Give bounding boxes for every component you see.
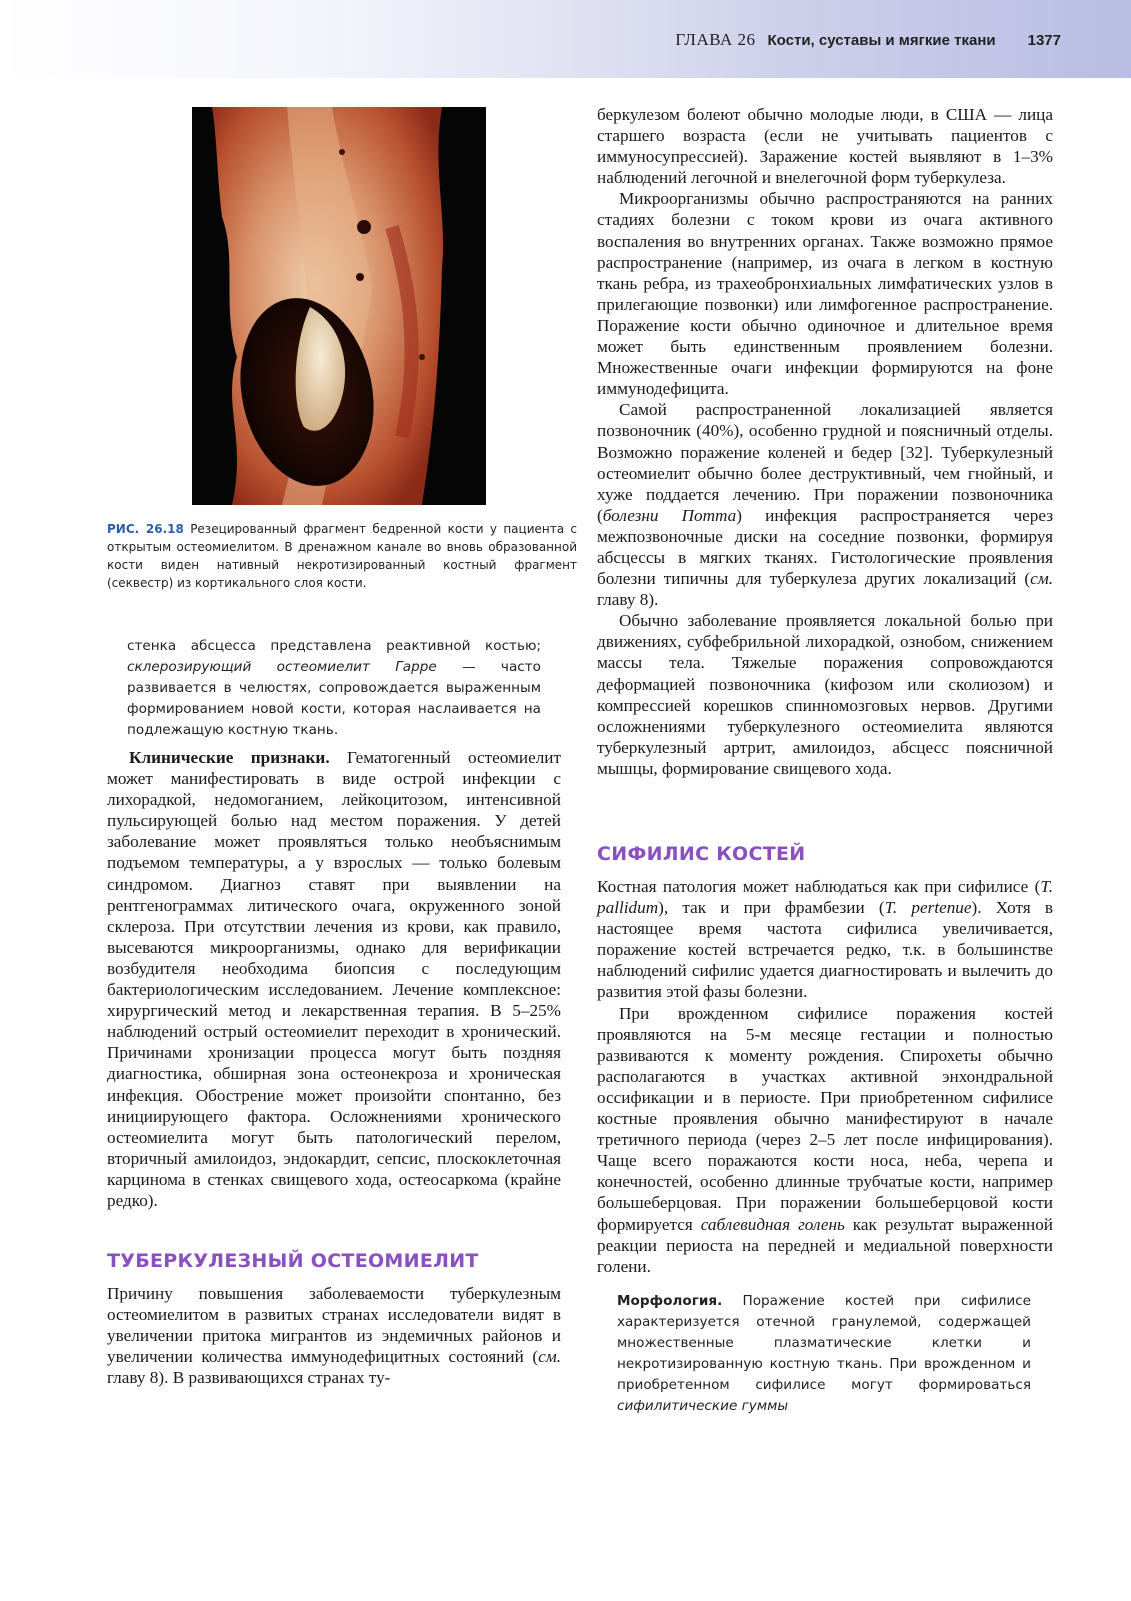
s2-text: как результат выраженной реакции периоста на передней и медиальной поверхности голени.: [597, 1214, 1053, 1276]
bone-specimen-image: [192, 107, 486, 505]
s1-italic: T. pertenue: [884, 898, 972, 918]
morphology-heading: Морфология.: [617, 1293, 723, 1309]
box-text: Поражение костей при сифилисе характеризуется отечной гранулемой, содержащей множественные плазматические клетки и некротизированную костную ткань. При врожденном и приобретенном сифилисе могут формироваться: [617, 1293, 1031, 1393]
s1-text: ). Хотя в настоящее время частота сифилиса увеличивается, поражение костей встречается редко, т.к. в большинстве наблюдений сифилис удается диагностировать и вылечить до развития этой фазы болезни.: [597, 898, 1053, 1002]
right-column-syphilis: [597, 876, 1053, 1277]
s2-italic: саблевидная голень: [700, 1214, 845, 1234]
syph-paragraph-2: [597, 1003, 1053, 1277]
clinical-signs-text: Гематогенный остеомиелит может манифестировать в виде острой инфекции с лихорадкой, недомоганием, лейкоцитозом, интенсивной пульсирующей болью над местом поражения. У детей заболевание может проявляться только необъяснимым подъемом температуры, а у взрослых — только болевым синдромом. Диагноз ставят при выявлении на рентгенограммах литического очага, окруженного зоной склероза. При отсутствии лечения из крови, как правило, высеваются микроорганизмы, однако для верификации возбудителя необходима биопсия с последующим бактериологическим исследованием. Лечение комплексное: хирургический метод и лекарственная терапия. В 5–25% наблюдений острый остеомиелит переходит в хронический. Причинами хронизации процесса могут быть поздняя диагностика, обширная зона остеонекроза и хроническая инфекция. Обострение может произойти спонтанно, без инициирующего фактора. Осложнениями хронического остеомиелита могут быть патологический перелом, вторичный амилоидоз, эндокардит, сепсис, плоскоклеточная карцинома в стенках свищевого хода, остеосаркома (крайне редко).: [107, 748, 562, 1210]
syph-paragraph-1: [597, 876, 1053, 1003]
tb-paragraph-3: [597, 399, 1053, 610]
right-column-tb: [597, 104, 1053, 779]
chapter-label: ГЛАВА 26: [675, 30, 756, 49]
morphology-box-right: [617, 1291, 1031, 1417]
box-text-italic: склерозирующий остеомиелит Гарре: [127, 659, 437, 675]
s1-italic: T. pallidum: [597, 877, 1053, 918]
running-header: [675, 30, 1061, 50]
syphilis-heading: СИФИЛИС КОСТЕЙ: [597, 843, 806, 865]
p3-italic: болезни Потта: [602, 505, 737, 525]
left-column-clinical: [107, 747, 561, 1211]
tb-paragraph-2: Микроорганизмы обычно распространяются на ранних стадиях болезни с током крови из очага активного воспаления во внутренних органах. Также возможно прямое распространение (например, из очага в легком в костную ткань ребра, из трахеобронхиальных лимфатических узлов в прилегающие позвонки) или лимфогенное распространение. Поражение кости обычно одиночное и длительное время может быть единственным проявлением болезни. Множественные очаги инфекции формируются на фоне иммунодефицита.: [597, 189, 1053, 399]
figure-label: РИС. 26.18: [107, 522, 184, 536]
chapter-title: Кости, суставы и мягкие ткани: [767, 32, 996, 49]
s2-text: При врожденном сифилисе поражения костей проявляются на 5-м месяце гестации и полностью развиваются к моменту рождения. Спирохеты обычно располагаются в участках активной энхондральной оссификации и в периосте. При приобретенном сифилисе костные проявления обычно манифестируют в начале третичного периода (через 2–5 лет после инфицирования). Чаще всего поражаются кости носа, неба, черепа и конечностей, особенно длинные трубчатые кости, например большеберцовая. При поражении большеберцовой кости формируется: [597, 1003, 1053, 1234]
box-text: — часто развивается в челюстях, сопровождается выраженным формированием новой кости, которая наслаивается на подлежащую костную ткань.: [127, 659, 541, 738]
tb-text: Причину повышения заболеваемости туберкулезным остеомиелитом в развитых странах исследователи видят в увеличении притока мигрантов из эндемичных районов и увеличении количества иммунодефицитных состояний (: [107, 1284, 561, 1367]
p3-text: главу 8).: [597, 590, 659, 610]
tb-ref: см.: [538, 1347, 561, 1367]
tb-text: главу 8). В развивающихся странах ту-: [107, 1368, 391, 1388]
figure-caption: [107, 520, 577, 592]
page-number: 1377: [1027, 32, 1061, 49]
tb-paragraph-4: Обычно заболевание проявляется локальной болью при движениях, субфебрильной лихорадкой, ознобом, снижением массы тела. Тяжелые поражения сопровождаются деформацией позвоночника (кифозом или сколиозом) и компрессией корешков спинномозговых нервов. Другими осложнениями туберкулезного остеомиелита являются туберкулезный артрит, амилоидоз, абсцесс поясничной мышцы, формирование свищевого хода.: [597, 611, 1053, 778]
bone-photo: [192, 107, 486, 505]
tb-osteomyelitis-heading: ТУБЕРКУЛЕЗНЫЙ ОСТЕОМИЕЛИТ: [107, 1250, 479, 1272]
box-text: стенка абсцесса представлена реактивной костью;: [127, 638, 541, 654]
figure-caption-text: Резецированный фрагмент бедренной кости у пациента с открытым остеомиелитом. В дренажном канале во вновь образованной кости виден нативный некротизированный костный фрагмент (секвестр) из кортикального слоя кости.: [107, 522, 577, 590]
morphology-box-left: [127, 636, 541, 741]
left-column-tb: [107, 1283, 561, 1388]
s1-text: Костная патология может наблюдаться как при сифилисе (: [597, 877, 1041, 896]
clinical-signs-heading: Клинические признаки.: [129, 748, 330, 767]
box-text-italic: сифилитические гуммы: [617, 1398, 789, 1414]
p3-text: Самой распространенной локализацией является позвоночник (40%), особенно грудной и поясничный отделы. Возможно поражение коленей и бедер [32]. Туберкулезный остеомиелит обычно более деструктивный, чем гнойный, и хуже поддается лечению. При поражении позвоночника (: [597, 400, 1053, 525]
s1-text: ), так и при фрамбезии (: [658, 898, 885, 918]
p3-text: ) инфекция распространяется через межпозвоночные диски на соседние позвонки, формируя абсцессы в мягких тканях. Гистологические проявления болезни типичны для туберкулеза других локализаций (: [597, 505, 1053, 589]
tb-paragraph-1: беркулезом болеют обычно молодые люди, в США — лица старшего возраста (если не учитывать пациентов с иммуносупрессией). Заражение костей выявляют в 1–3% наблюдений легочной и внелегочной форм туберкулеза.: [597, 105, 1053, 188]
p3-ref: см.: [1030, 569, 1053, 589]
